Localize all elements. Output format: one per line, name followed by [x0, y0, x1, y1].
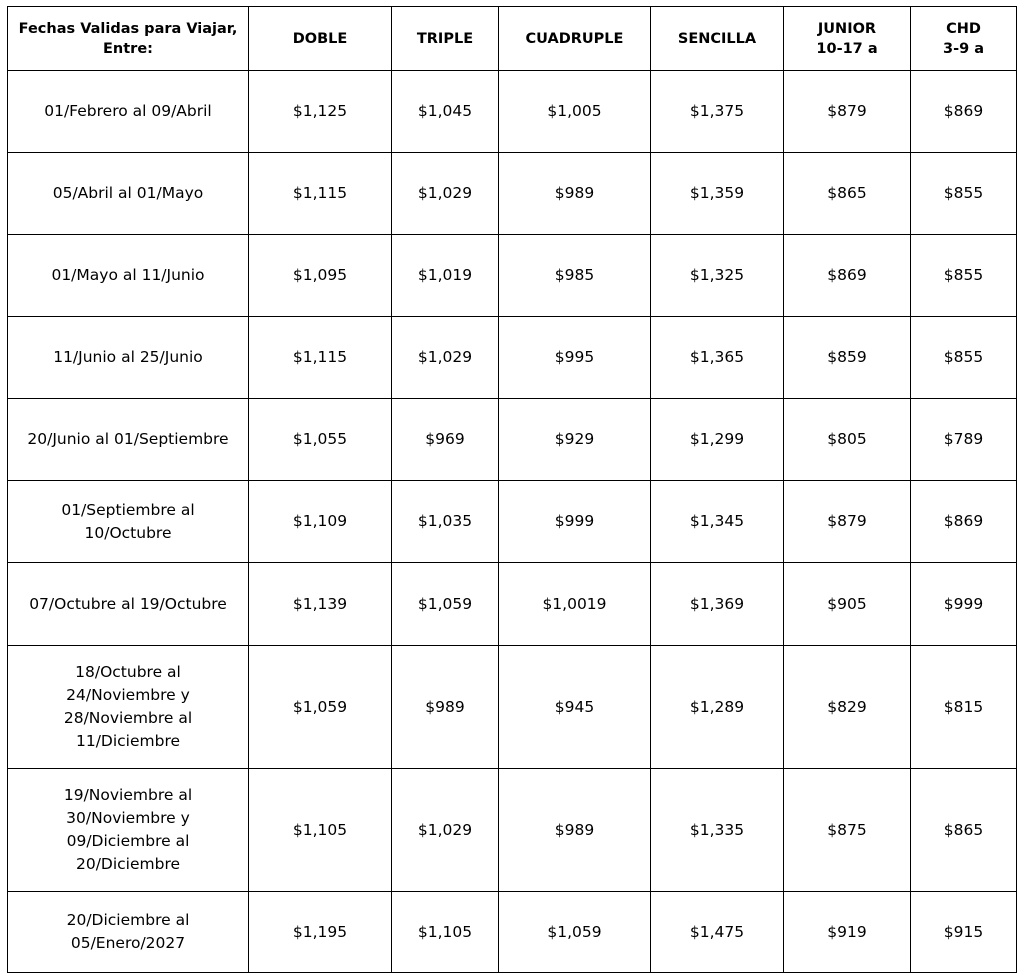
cell-chd: $915 [911, 892, 1017, 973]
cell-dates: 01/Febrero al 09/Abril [8, 71, 249, 153]
header-doble: DOBLE [249, 7, 392, 71]
cell-doble: $1,115 [249, 153, 392, 235]
cell-dates: 11/Junio al 25/Junio [8, 317, 249, 399]
cell-junior: $859 [784, 317, 911, 399]
cell-sencilla: $1,299 [651, 399, 784, 481]
cell-cuadruple: $1,059 [499, 892, 651, 973]
cell-dates: 20/Junio al 01/Septiembre [8, 399, 249, 481]
cell-cuadruple: $989 [499, 769, 651, 892]
table-row [8, 563, 1017, 646]
cell-doble: $1,195 [249, 892, 392, 973]
cell-chd: $869 [911, 481, 1017, 563]
cell-triple: $1,029 [392, 317, 499, 399]
cell-triple: $1,105 [392, 892, 499, 973]
header-row [8, 7, 1017, 71]
header-cuadruple: CUADRUPLE [499, 7, 651, 71]
header-chd-line1: CHD [946, 20, 981, 37]
cell-doble: $1,109 [249, 481, 392, 563]
cell-cuadruple: $989 [499, 153, 651, 235]
cell-sencilla: $1,475 [651, 892, 784, 973]
cell-chd: $869 [911, 71, 1017, 153]
cell-chd: $815 [911, 646, 1017, 769]
cell-dates: 20/Diciembre al 05/Enero/2027 [8, 892, 249, 973]
cell-sencilla: $1,289 [651, 646, 784, 769]
cell-junior: $879 [784, 481, 911, 563]
cell-cuadruple: $1,005 [499, 71, 651, 153]
table-row [8, 481, 1017, 563]
cell-doble: $1,095 [249, 235, 392, 317]
cell-doble: $1,125 [249, 71, 392, 153]
cell-cuadruple: $999 [499, 481, 651, 563]
cell-doble: $1,105 [249, 769, 392, 892]
cell-junior: $919 [784, 892, 911, 973]
table-row [8, 646, 1017, 769]
table-row [8, 235, 1017, 317]
cell-sencilla: $1,369 [651, 563, 784, 646]
cell-cuadruple: $929 [499, 399, 651, 481]
cell-chd: $855 [911, 235, 1017, 317]
cell-triple: $1,035 [392, 481, 499, 563]
cell-dates: 01/Septiembre al 10/Octubre [8, 481, 249, 563]
cell-cuadruple: $985 [499, 235, 651, 317]
cell-cuadruple: $1,0019 [499, 563, 651, 646]
cell-triple: $1,019 [392, 235, 499, 317]
cell-sencilla: $1,325 [651, 235, 784, 317]
header-chd [911, 7, 1017, 71]
cell-junior: $865 [784, 153, 911, 235]
cell-dates: 19/Noviembre al 30/Noviembre y 09/Diciembre al 20/Diciembre [8, 769, 249, 892]
cell-junior: $829 [784, 646, 911, 769]
cell-chd: $789 [911, 399, 1017, 481]
cell-dates: 01/Mayo al 11/Junio [8, 235, 249, 317]
cell-doble: $1,059 [249, 646, 392, 769]
cell-chd: $865 [911, 769, 1017, 892]
header-junior-line2: 10-17 a [816, 40, 878, 57]
header-sencilla: SENCILLA [651, 7, 784, 71]
table-row [8, 892, 1017, 973]
header-junior-line1: JUNIOR [817, 20, 877, 37]
cell-junior: $905 [784, 563, 911, 646]
header-dates: Fechas Validas para Viajar, Entre: [8, 7, 249, 71]
header-junior [784, 7, 911, 71]
cell-sencilla: $1,335 [651, 769, 784, 892]
cell-cuadruple: $995 [499, 317, 651, 399]
table-row [8, 769, 1017, 892]
rates-table [7, 6, 1017, 973]
cell-triple: $1,029 [392, 153, 499, 235]
cell-doble: $1,055 [249, 399, 392, 481]
cell-chd: $855 [911, 153, 1017, 235]
cell-dates: 05/Abril al 01/Mayo [8, 153, 249, 235]
cell-cuadruple: $945 [499, 646, 651, 769]
cell-sencilla: $1,375 [651, 71, 784, 153]
cell-triple: $969 [392, 399, 499, 481]
cell-junior: $875 [784, 769, 911, 892]
table-row [8, 71, 1017, 153]
cell-chd: $855 [911, 317, 1017, 399]
cell-sencilla: $1,365 [651, 317, 784, 399]
cell-sencilla: $1,359 [651, 153, 784, 235]
cell-triple: $1,045 [392, 71, 499, 153]
table-row [8, 317, 1017, 399]
table-row [8, 399, 1017, 481]
cell-chd: $999 [911, 563, 1017, 646]
cell-junior: $879 [784, 71, 911, 153]
cell-doble: $1,139 [249, 563, 392, 646]
cell-triple: $989 [392, 646, 499, 769]
cell-doble: $1,115 [249, 317, 392, 399]
table-row [8, 153, 1017, 235]
cell-junior: $805 [784, 399, 911, 481]
cell-triple: $1,059 [392, 563, 499, 646]
cell-dates: 07/Octubre al 19/Octubre [8, 563, 249, 646]
cell-junior: $869 [784, 235, 911, 317]
cell-triple: $1,029 [392, 769, 499, 892]
cell-sencilla: $1,345 [651, 481, 784, 563]
header-triple: TRIPLE [392, 7, 499, 71]
cell-dates: 18/Octubre al 24/Noviembre y 28/Noviembre al 11/Diciembre [8, 646, 249, 769]
header-chd-line2: 3-9 a [942, 40, 985, 57]
